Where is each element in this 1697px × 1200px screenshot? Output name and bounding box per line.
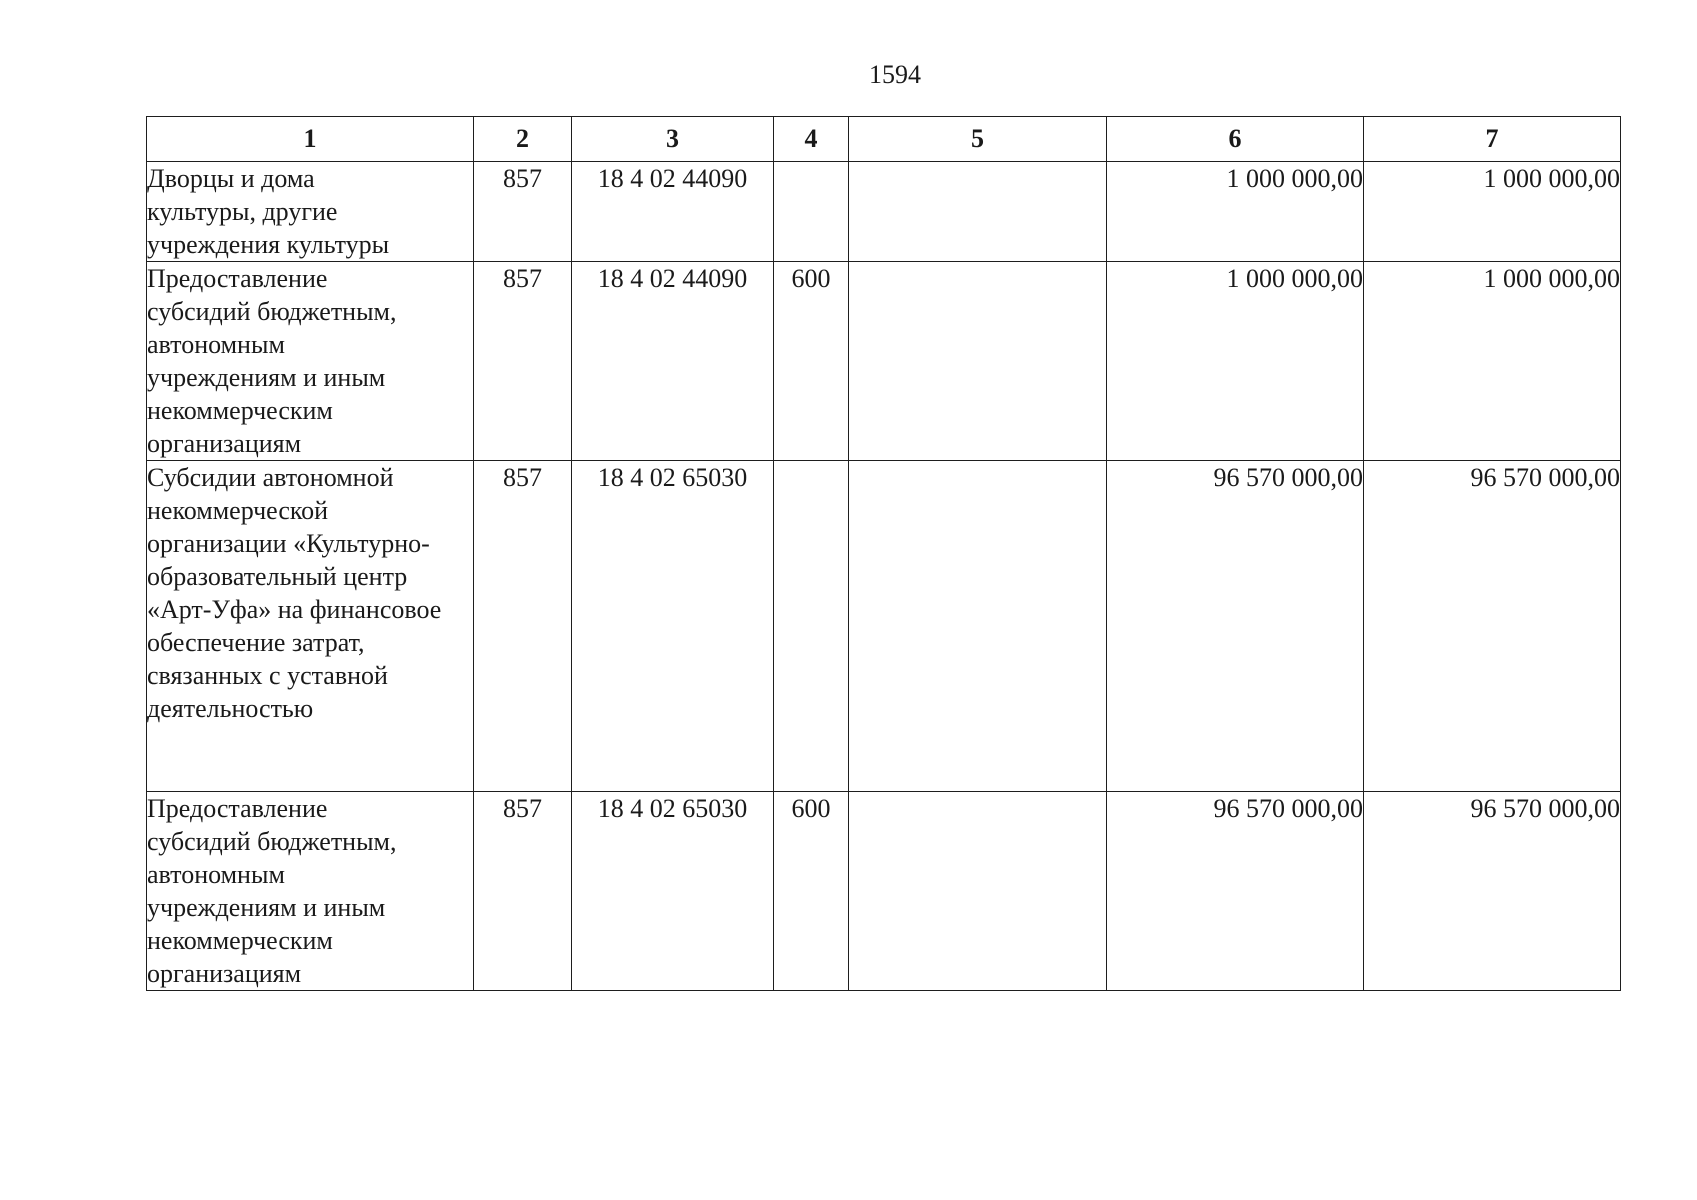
row-name: Дворцы и дома культуры, другие учреждения культуры bbox=[147, 164, 390, 259]
budget-table bbox=[146, 116, 1621, 991]
table-row bbox=[147, 792, 1621, 991]
row-col6-cell: 1 000 000,00 bbox=[1107, 162, 1364, 262]
table-row bbox=[147, 461, 1621, 792]
header-row bbox=[147, 117, 1621, 162]
row-name: Предоставление субсидий бюджетным, автономным учреждениям и иным некоммерческим организациям bbox=[147, 264, 397, 458]
page-number: 1594 bbox=[869, 60, 921, 89]
row-col5-cell bbox=[849, 162, 1107, 262]
row-col4-cell: 600 bbox=[774, 262, 849, 461]
row-col3-cell: 18 4 02 44090 bbox=[572, 262, 774, 461]
column-header-4: 4 bbox=[774, 117, 849, 162]
row-name-cell bbox=[147, 461, 474, 792]
table-row bbox=[147, 262, 1621, 461]
row-col3-cell: 18 4 02 65030 bbox=[572, 792, 774, 991]
row-name: Предоставление субсидий бюджетным, автономным учреждениям и иным некоммерческим организациям bbox=[147, 794, 397, 988]
row-col7-cell: 96 570 000,00 bbox=[1364, 792, 1621, 991]
row-col2-cell: 857 bbox=[474, 262, 572, 461]
row-col6-cell: 96 570 000,00 bbox=[1107, 461, 1364, 792]
row-col6-cell: 1 000 000,00 bbox=[1107, 262, 1364, 461]
row-col3-cell: 18 4 02 44090 bbox=[572, 162, 774, 262]
row-col5-cell bbox=[849, 792, 1107, 991]
row-name: Субсидии автономной некоммерческой организации «Культурно-образовательный центр «Арт-Уфа» на финансовое обеспечение затрат, связанных с уставной деятельностью bbox=[147, 463, 442, 723]
row-col7-cell: 1 000 000,00 bbox=[1364, 262, 1621, 461]
row-col6-cell: 96 570 000,00 bbox=[1107, 792, 1364, 991]
row-col5-cell bbox=[849, 262, 1107, 461]
row-name-cell bbox=[147, 792, 474, 991]
row-col2-cell: 857 bbox=[474, 461, 572, 792]
row-col4-cell bbox=[774, 162, 849, 262]
column-header-7: 7 bbox=[1364, 117, 1621, 162]
column-header-3: 3 bbox=[572, 117, 774, 162]
column-header-1: 1 bbox=[147, 117, 474, 162]
row-col5-cell bbox=[849, 461, 1107, 792]
row-col7-cell: 1 000 000,00 bbox=[1364, 162, 1621, 262]
table-row bbox=[147, 162, 1621, 262]
row-col3-cell: 18 4 02 65030 bbox=[572, 461, 774, 792]
row-col2-cell: 857 bbox=[474, 162, 572, 262]
row-col2-cell: 857 bbox=[474, 792, 572, 991]
column-header-2: 2 bbox=[474, 117, 572, 162]
row-col4-cell bbox=[774, 461, 849, 792]
row-name-cell bbox=[147, 162, 474, 262]
column-header-5: 5 bbox=[849, 117, 1107, 162]
row-col4-cell: 600 bbox=[774, 792, 849, 991]
row-name-cell bbox=[147, 262, 474, 461]
row-col7-cell: 96 570 000,00 bbox=[1364, 461, 1621, 792]
column-header-6: 6 bbox=[1107, 117, 1364, 162]
